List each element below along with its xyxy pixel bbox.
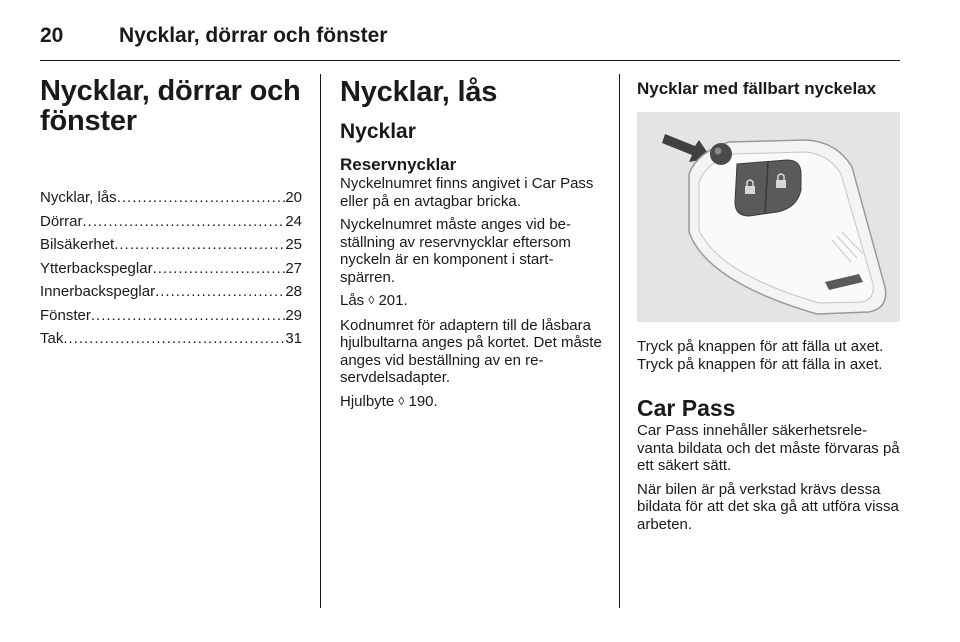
column-divider-2	[619, 74, 620, 608]
folding-key-illustration	[637, 112, 900, 322]
page-header	[40, 14, 900, 61]
paragraph: Tryck på knappen för att fälla ut axet. Tryck på knappen för att fälla in axet.	[637, 338, 884, 373]
toc-entry[interactable]: Dörrar ..... 24	[40, 210, 302, 234]
toc-entry[interactable]: Innerbackspeglar ..... 28	[40, 280, 302, 304]
toc-entry[interactable]: Tak ..... 31	[40, 327, 302, 351]
paragraph: Nyckelnumret finns angivet i Car Pass eller på en avtagbar bricka.	[340, 175, 594, 210]
chapter-title: Nycklar, dörrar och fönster	[40, 75, 301, 137]
toc-entry[interactable]: Ytterbackspeglar ..... 27	[40, 257, 302, 281]
section-title: Nycklar, lås	[340, 76, 498, 108]
cross-reference[interactable]: Lås ◊ 201.	[340, 292, 408, 309]
page-number: 20	[40, 24, 64, 47]
folding-key-column	[637, 72, 901, 539]
table-of-contents	[40, 186, 302, 351]
paragraph: Car Pass innehåller säkerhetsrele-vanta bildata och det måste förvaras på ett säkert sätt.	[637, 422, 900, 474]
subsection-title: Nycklar	[340, 120, 416, 143]
cross-reference[interactable]: Hjulbyte ◊ 190.	[340, 392, 438, 410]
folding-key-heading: Nycklar med fällbart nyckelax	[637, 79, 877, 98]
reference-arrow-icon: ◊	[398, 393, 405, 408]
column-divider-1	[320, 74, 321, 608]
car-pass-heading: Car Pass	[637, 395, 736, 421]
paragraph: Kodnumret för adaptern till de låsbara hjulbultarna anges på kortet. Det måste anges vid beställning av en re-servdelsadapter.	[340, 316, 602, 386]
toc-entry[interactable]: Nycklar, lås ..... 20	[40, 186, 302, 210]
keys-locks-column	[340, 72, 604, 417]
chapter-toc-column	[40, 72, 302, 351]
sub-subsection-title: Reservnycklar	[340, 155, 457, 174]
reference-arrow-icon: ◊	[368, 293, 375, 307]
toc-entry[interactable]: Fönster ..... 29	[40, 304, 302, 328]
paragraph: När bilen är på verkstad krävs dessa bildata för att det ska gå att utföra vissa arbeten.	[637, 480, 899, 533]
running-title: Nycklar, dörrar och fönster	[119, 24, 388, 47]
toc-entry[interactable]: Bilsäkerhet ..... 25	[40, 233, 302, 257]
paragraph: Nyckelnumret måste anges vid be-ställning av reservnycklar eftersom nyckeln är en komponent i start-spärren.	[340, 216, 571, 286]
